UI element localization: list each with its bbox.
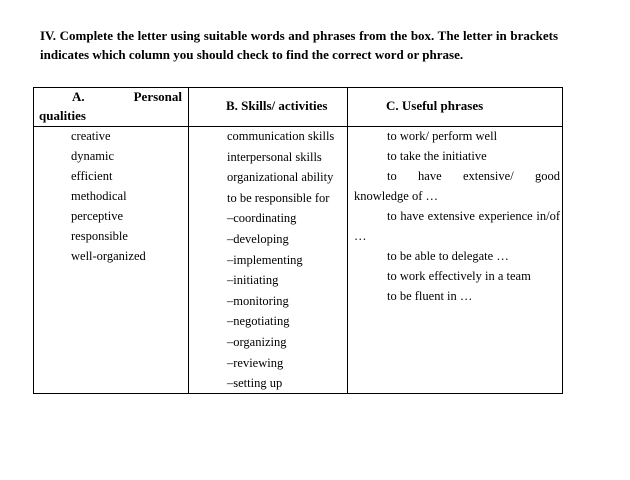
- list-item: organizational ability: [227, 170, 334, 185]
- list-item: –organizing: [227, 334, 287, 349]
- list-item: interpersonal skills: [227, 149, 322, 164]
- list-item: to work/ perform well: [387, 129, 498, 143]
- column-useful-phrases: [354, 126, 560, 306]
- column-divider: [188, 88, 189, 393]
- column-divider: [347, 88, 348, 393]
- column-personal-qualities: [71, 126, 186, 266]
- list-item: –setting up: [227, 376, 283, 391]
- list-item: creative: [71, 129, 111, 143]
- list-item: to take the initiative: [387, 149, 487, 163]
- list-item: to work effectively in a team: [387, 269, 531, 283]
- header-b: B. Skills/ activities: [226, 98, 328, 113]
- list-item: –reviewing: [227, 355, 284, 370]
- list-item: to be fluent in …: [387, 289, 473, 303]
- word-box-table: [33, 87, 563, 394]
- list-item: methodical: [71, 189, 127, 203]
- list-item: well-organized: [71, 249, 146, 263]
- list-item: –developing: [227, 231, 289, 246]
- list-item: responsible: [71, 229, 128, 243]
- exercise-instruction: IV. Complete the letter using suitable words and phrases from the box. The letter in brackets indicates which column you should check to find the correct word or phrase.: [40, 28, 558, 62]
- list-item: to have extensive experience in/of …: [354, 209, 560, 243]
- list-item: –initiating: [227, 273, 279, 288]
- list-item: dynamic: [71, 149, 115, 163]
- list-item: to be able to delegate …: [387, 249, 509, 263]
- list-item: efficient: [71, 169, 113, 183]
- column-skills-activities: [227, 126, 345, 394]
- header-c: C. Useful phrases: [386, 98, 484, 113]
- list-item: –monitoring: [227, 293, 289, 308]
- header-a-word-2: qualities: [39, 108, 86, 123]
- list-item: to have extensive/ good knowledge of …: [354, 169, 560, 203]
- list-item: –negotiating: [227, 314, 290, 329]
- list-item: –coordinating: [227, 211, 297, 226]
- list-item: to be responsible for: [227, 190, 330, 205]
- header-a-word: Personal: [133, 89, 182, 104]
- list-item: perceptive: [71, 209, 124, 223]
- list-item: –implementing: [227, 252, 303, 267]
- list-item: communication skills: [227, 129, 335, 143]
- header-a-letter: A.: [72, 89, 85, 104]
